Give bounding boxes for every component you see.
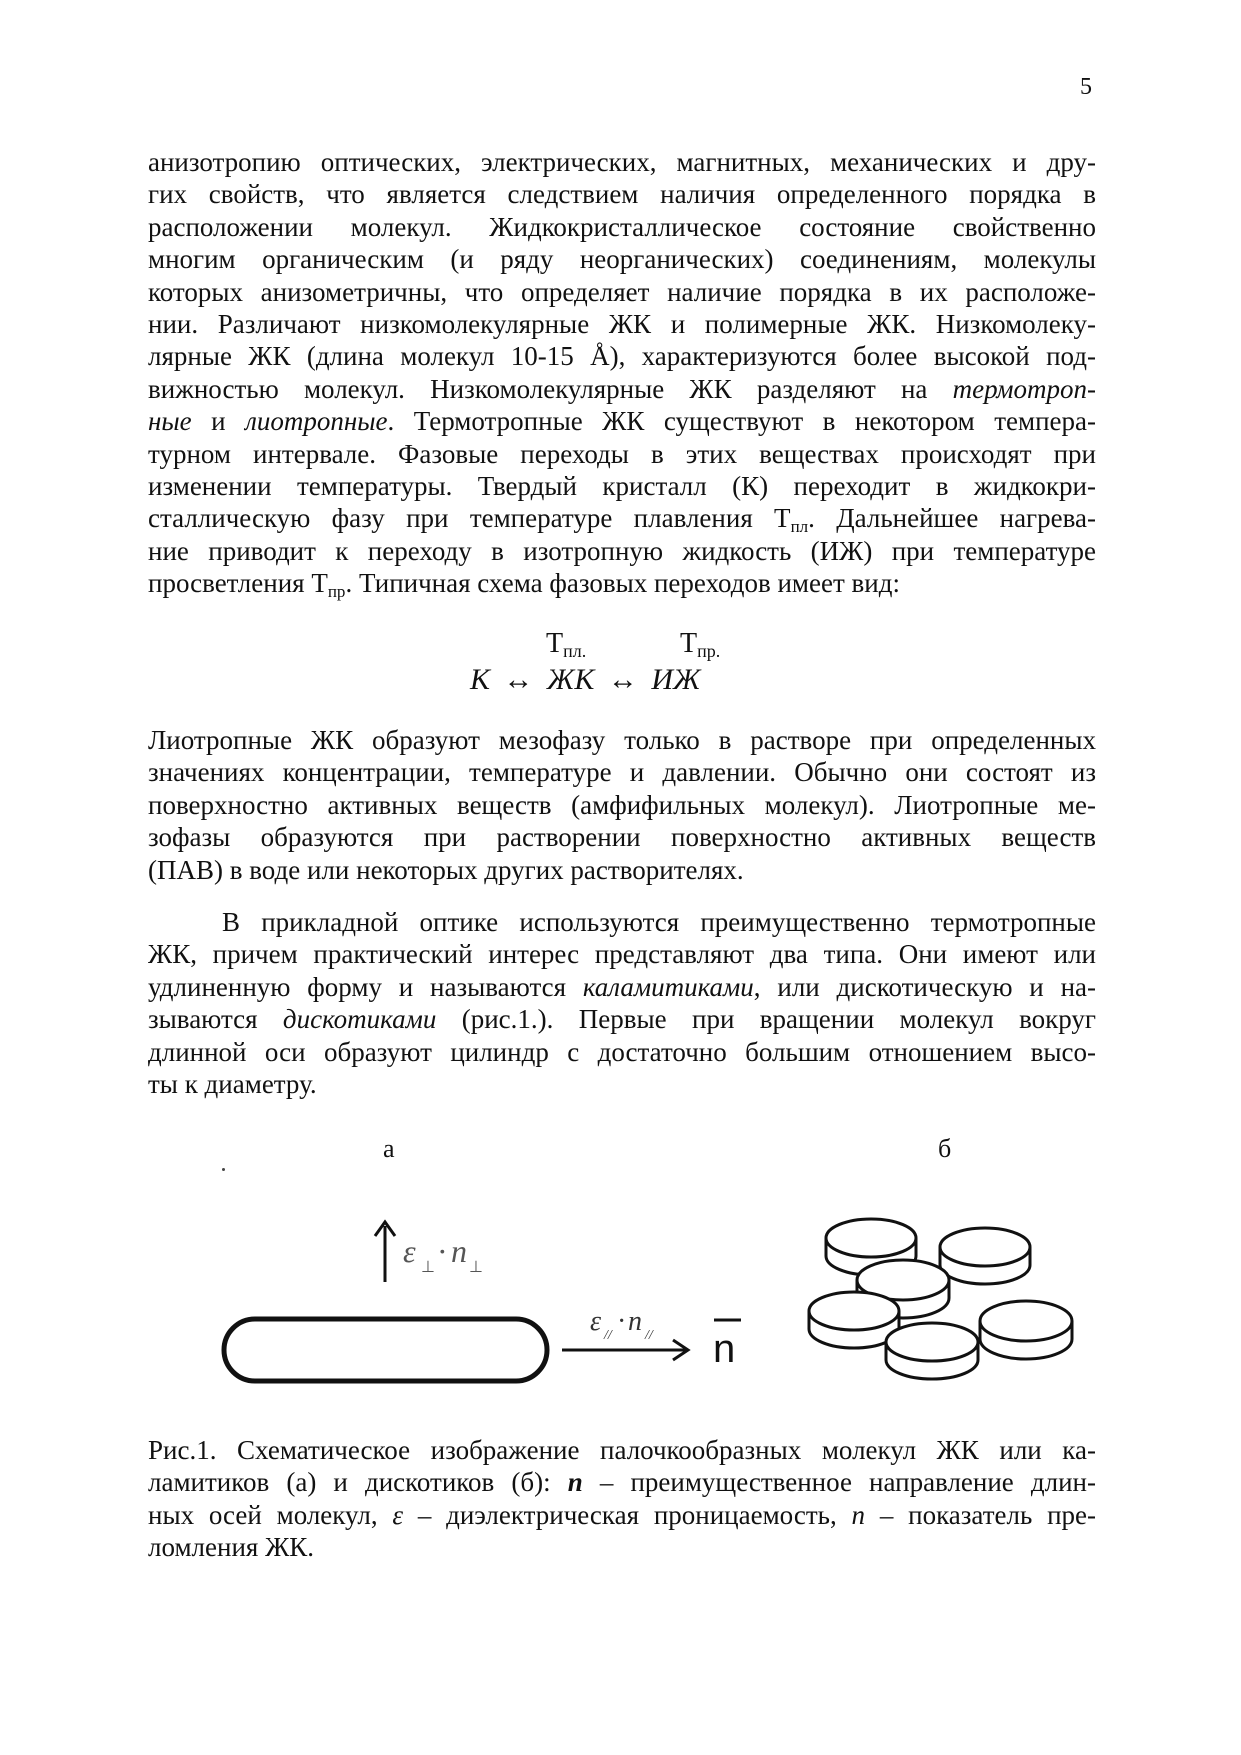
text-line <box>148 971 1096 1003</box>
n-parallel: n <box>628 1306 642 1337</box>
text-line: зофазы образуются при растворении поверхностно активных веществ <box>148 822 1096 853</box>
stray-dot <box>222 1168 225 1171</box>
n-vector-symbol: n <box>713 1327 736 1371</box>
symbol-n-bold: n <box>567 1467 583 1498</box>
text-line: анизотропию оптических, электрических, магнитных, механических и дру- <box>148 147 1096 177</box>
text-line: (ПАВ) в воде или некоторых других растворителях. <box>148 854 744 885</box>
perpendicular-arrow <box>375 1222 483 1282</box>
text-line: длинной оси образуют цилиндр с достаточно большим отношением высо- <box>148 1036 1096 1067</box>
text-run: ламитиков (а) и дискотиков (б): <box>148 1467 568 1498</box>
text-run: зываются <box>148 1004 283 1035</box>
subscript: пр. <box>697 641 721 661</box>
text-line <box>148 502 1096 537</box>
text-run: сталлическую фазу при температуре плавления Т <box>148 503 791 534</box>
text-line <box>148 405 1096 437</box>
disc <box>940 1228 1030 1284</box>
term-discotics: дискотиками <box>282 1004 437 1035</box>
figure-label-b: б <box>938 1134 952 1163</box>
dot-operator: · <box>437 1233 448 1269</box>
text-line: гих свойств, что является следствием наличия определенного порядка в <box>148 179 1096 210</box>
text-run: просветления Т <box>148 568 328 599</box>
n-perp: n <box>451 1233 467 1269</box>
text-run: – показатель пре- <box>865 1499 1097 1530</box>
text-run: . Типичная схема фазовых переходов имеет вид: <box>345 568 900 599</box>
paragraph-3 <box>148 906 1096 1100</box>
text-line: поверхностно активных веществ (амфифильных молекул). Лиотропные ме- <box>148 789 1096 820</box>
temperature-melting <box>546 628 586 660</box>
text-run: вижностью молекул. Низкомолекулярные ЖК разделяют на <box>148 373 953 404</box>
text-run: – диэлектрическая проницаемость, <box>403 1499 852 1530</box>
disc <box>886 1323 978 1379</box>
director-vector <box>713 1320 741 1371</box>
text-line: ние приводит к переходу в изотропную жидкость (ИЖ) при температуре <box>148 535 1096 566</box>
text-line: значениях концентрации, температуре и давлении. Обычно они состоят из <box>148 757 1096 788</box>
text-line: расположении молекул. Жидкокристаллическое состояние свойственно <box>148 211 1096 242</box>
caption-line: Рис.1. Схематическое изображение палочкообразных молекул ЖК или ка- <box>148 1435 1096 1465</box>
caption-line <box>148 1466 1096 1498</box>
text-line: В прикладной оптике используются преимущественно термотропные <box>222 907 1096 937</box>
text-run: и <box>191 406 246 437</box>
figure-1 <box>0 1180 1241 1410</box>
rod-molecule <box>224 1319 547 1381</box>
epsilon-perp: ε <box>403 1233 416 1269</box>
text-line: лярные ЖК (длина молекул 10-15 Å), характеризуются более высокой под- <box>148 341 1096 372</box>
symbol-t: Т <box>546 628 564 659</box>
text-run: , или дискотическую и на- <box>753 971 1096 1002</box>
text-line: ты к диаметру. <box>148 1069 317 1100</box>
text-line: ЖК, причем практический интерес представляют два типа. Они имеют или <box>148 939 1096 970</box>
dot-operator: · <box>617 1306 627 1337</box>
subscript: пл. <box>563 641 587 661</box>
text-line: изменении температуры. Твердый кристалл (К) переходит в жидкокри- <box>148 471 1096 502</box>
text-run: удлиненную форму и называются <box>148 971 583 1002</box>
perp-subscript: ⊥ <box>469 1259 483 1276</box>
subscript: пл <box>790 517 809 537</box>
term-thermotropic-end: ные <box>148 406 192 437</box>
discotic-stack <box>809 1219 1072 1379</box>
figure-label-a: а <box>383 1134 395 1163</box>
paragraph-1 <box>148 146 1096 600</box>
text-run: . Термотропные ЖК существуют в некотором темпера- <box>387 406 1096 437</box>
phase-transition-scheme <box>0 628 1241 708</box>
page-number: 5 <box>1080 74 1092 100</box>
text-line <box>148 567 1096 602</box>
text-line: многим органическим (и ряду неорганических) соединениям, молекулы <box>148 244 1096 275</box>
paragraph-2 <box>148 724 1096 886</box>
figure-caption <box>148 1434 1096 1564</box>
symbol-t: Т <box>680 628 698 659</box>
text-line: которых анизометричны, что определяет наличие порядка в их расположе- <box>148 276 1096 307</box>
symbol-n: n <box>851 1499 866 1530</box>
parallel-subscript: // <box>604 1328 612 1343</box>
term-lyotropic: лиотропные <box>245 406 388 437</box>
parallel-arrow <box>562 1306 688 1360</box>
perp-subscript: ⊥ <box>421 1259 435 1276</box>
text-run: . Дальнейшее нагрева- <box>808 503 1096 534</box>
text-run: ных осей молекул, <box>148 1499 393 1530</box>
term-thermotropic: термотроп- <box>952 373 1096 404</box>
caption-line: ломления ЖК. <box>148 1532 315 1563</box>
term-calamitics: каламитиками <box>582 971 754 1002</box>
parallel-subscript: // <box>645 1328 653 1343</box>
epsilon-parallel: ε <box>590 1306 602 1337</box>
disc <box>980 1301 1072 1359</box>
caption-line <box>148 1499 1096 1531</box>
temperature-clearing <box>680 628 720 660</box>
text-run: – преимущественное направление длин- <box>582 1467 1097 1498</box>
text-line: нии. Различают низкомолекулярные ЖК и полимерные ЖК. Низкомолеку- <box>148 309 1096 340</box>
symbol-epsilon: ε <box>392 1499 404 1530</box>
subscript: пр <box>327 582 346 602</box>
phase-sequence: К ↔ ЖК ↔ ИЖ <box>470 663 701 696</box>
text-line <box>148 373 1096 405</box>
text-line <box>148 1003 1096 1035</box>
text-line: Лиотропные ЖК образуют мезофазу только в растворе при определенных <box>148 725 1096 755</box>
rod-shape <box>224 1319 547 1381</box>
text-run: (рис.1.). Первые при вращении молекул вокруг <box>436 1004 1097 1035</box>
text-line: турном интервале. Фазовые переходы в этих веществах происходят при <box>148 438 1096 469</box>
